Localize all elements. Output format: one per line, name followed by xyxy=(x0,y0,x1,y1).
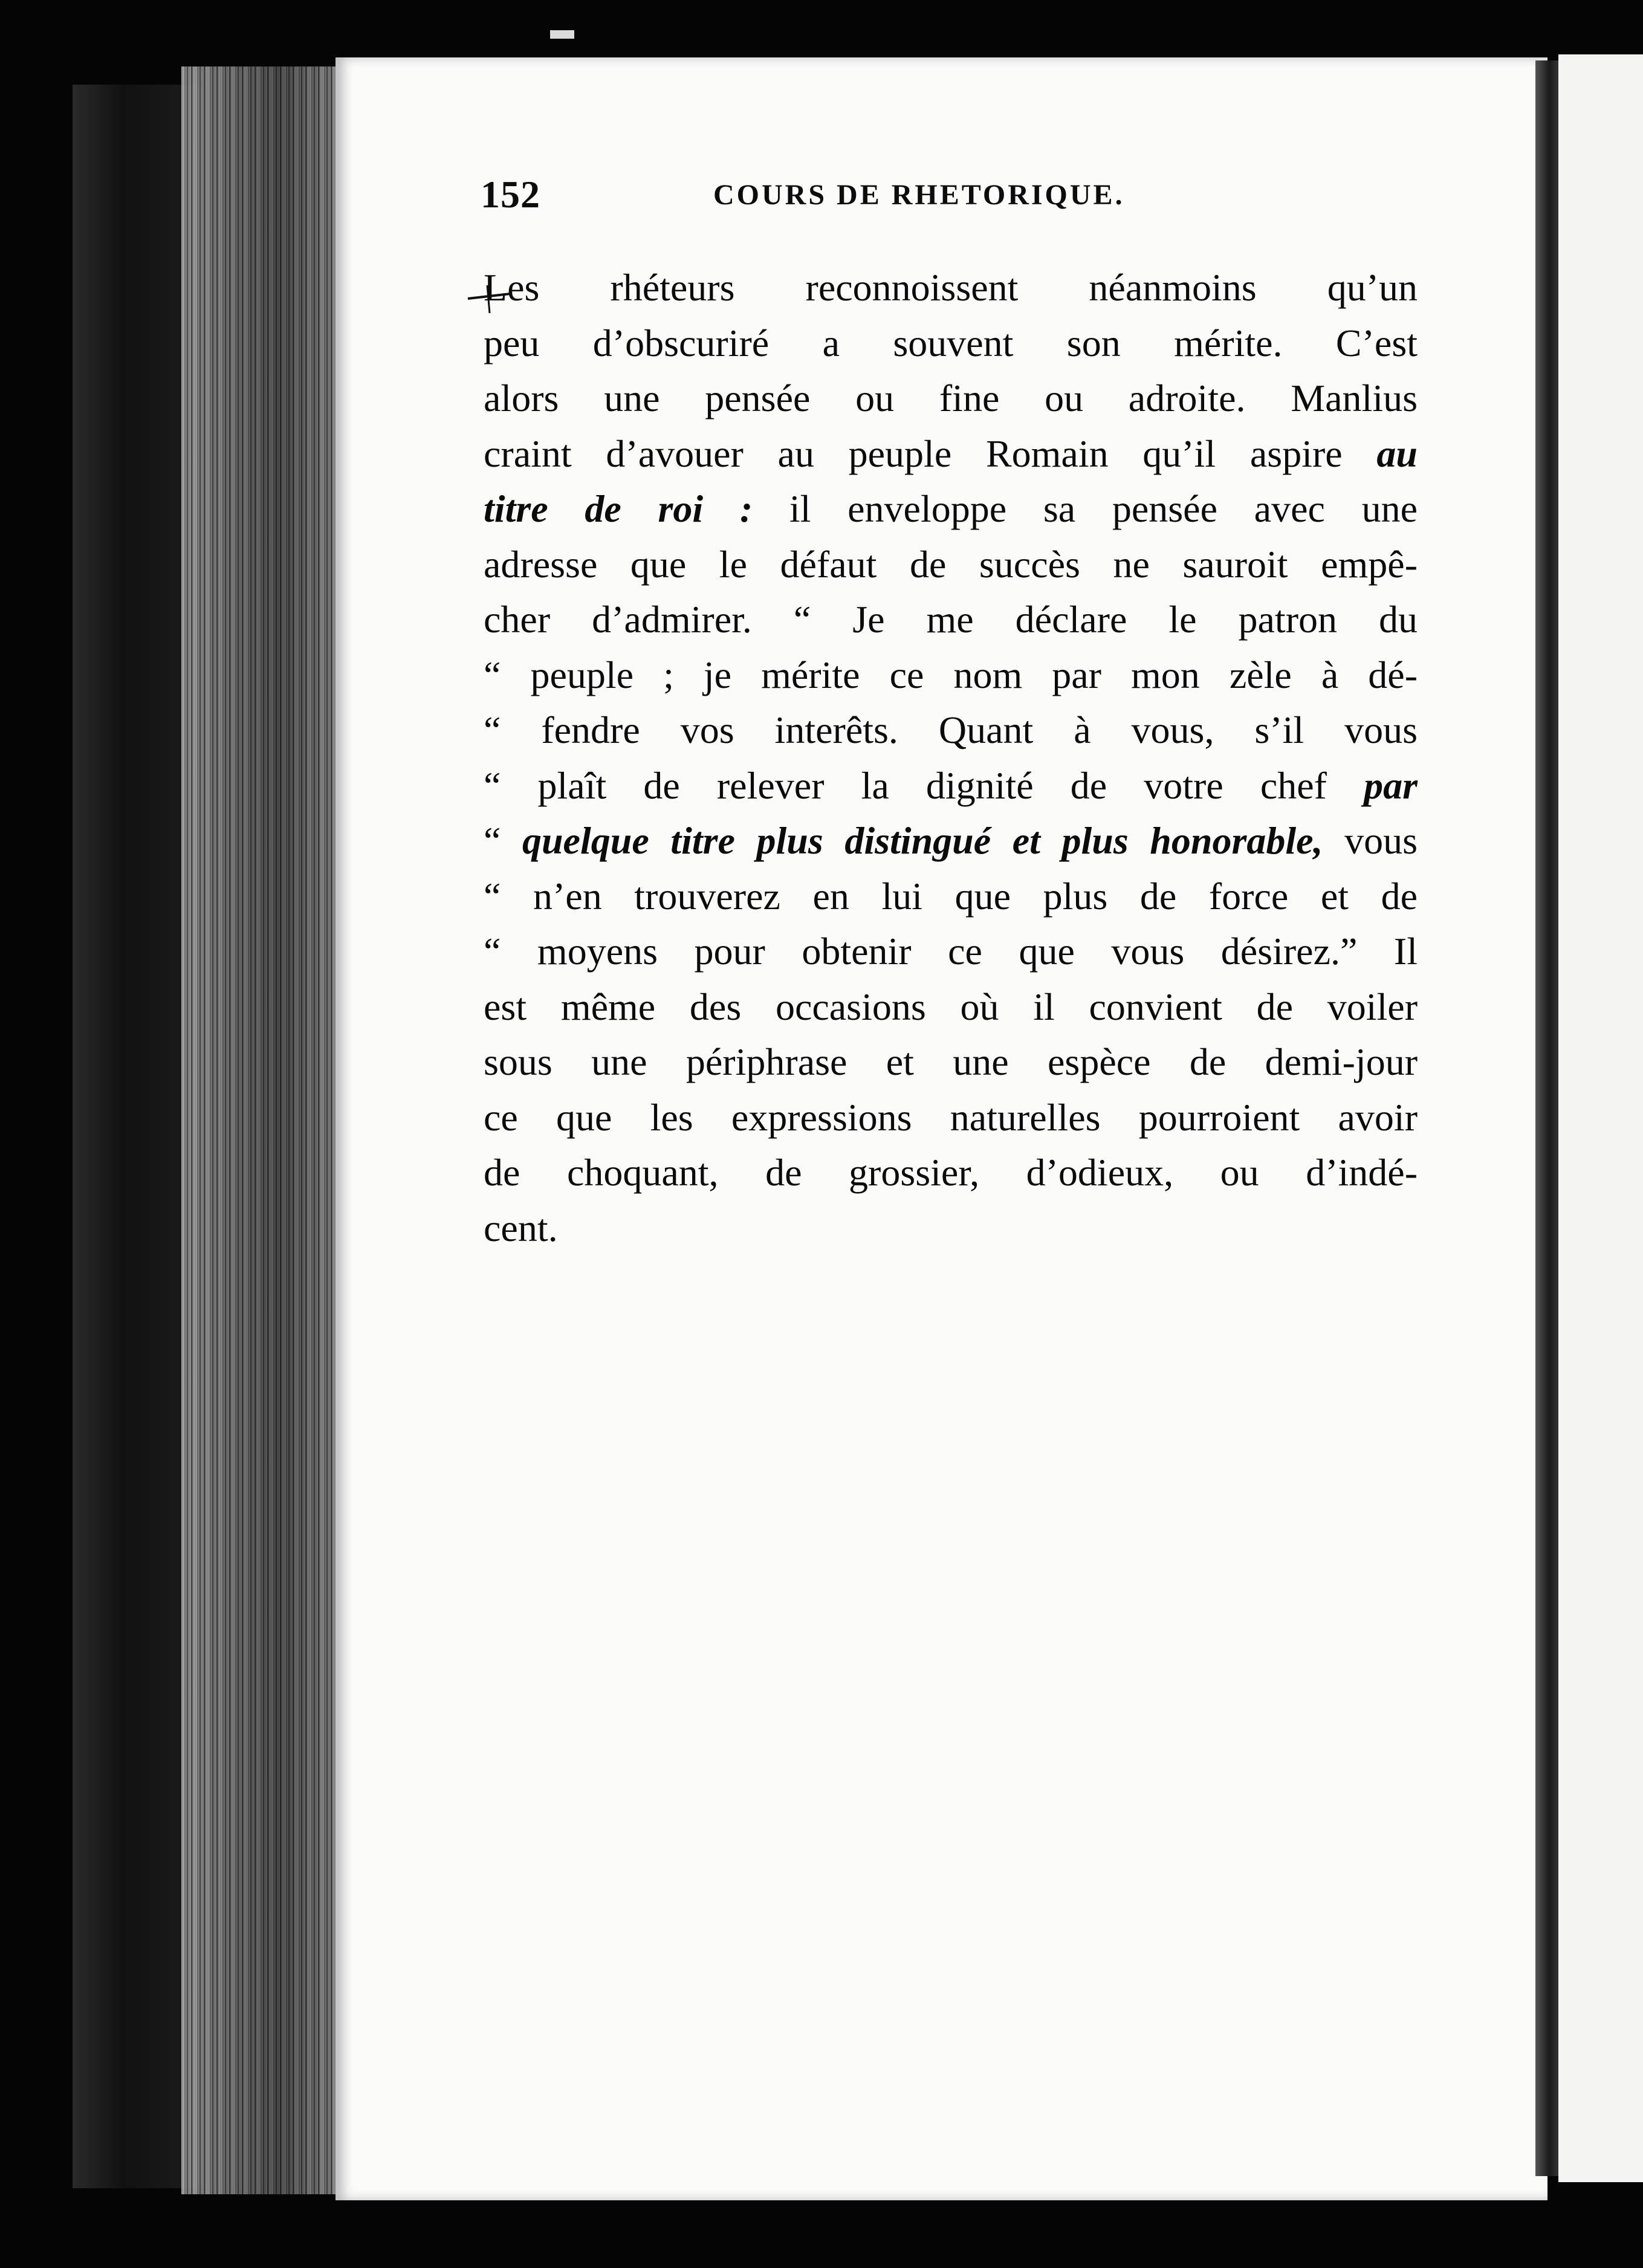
text-run: vous xyxy=(1344,819,1418,862)
text-line xyxy=(484,1145,1418,1200)
italic-run: quelque titre plus distingué et plus honorable, xyxy=(522,819,1323,862)
text-run: cent. xyxy=(484,1206,558,1249)
text-run: Les rhéteurs reconnoissent néanmoins qu’un xyxy=(484,266,1418,309)
text-run: cher d’admirer. “ Je me déclare le patron du xyxy=(484,598,1418,641)
text-line xyxy=(484,1034,1418,1090)
text-line xyxy=(484,537,1418,592)
text-line xyxy=(484,1200,1418,1256)
text-run: alors une pensée ou fine ou adroite. Manlius xyxy=(484,377,1418,420)
text-line xyxy=(484,1090,1418,1145)
text-run: il enveloppe sa pensée avec une xyxy=(789,487,1418,530)
text-line xyxy=(484,869,1418,924)
book-cover-edge xyxy=(73,85,199,2188)
text-line xyxy=(484,758,1418,814)
text-line xyxy=(484,371,1418,426)
text-line xyxy=(484,426,1418,482)
text-run: “ moyens pour obtenir ce que vous désirez.” Il xyxy=(484,930,1418,973)
text-run: peu d’obscuriré a souvent son mérite. C’est xyxy=(484,321,1418,364)
running-head xyxy=(481,172,1278,227)
text-line xyxy=(484,702,1418,758)
text-line xyxy=(484,813,1418,869)
text-run: “ n’en trouverez en lui que plus de force et de xyxy=(484,874,1418,918)
text-line xyxy=(484,316,1418,371)
text-run: est même des occasions où il convient de voiler xyxy=(484,985,1418,1028)
text-run: adresse que le défaut de succès ne sauroit empê- xyxy=(484,542,1418,586)
text-line xyxy=(484,647,1418,703)
text-run: sous une périphrase et une espèce de demi-jour xyxy=(484,1040,1418,1083)
italic-run: par xyxy=(1364,763,1418,807)
italic-run: au xyxy=(1376,432,1418,475)
body-paragraph xyxy=(484,260,1418,1256)
text-line xyxy=(484,260,1418,316)
text-run: de choquant, de grossier, d’odieux, ou d’indé- xyxy=(484,1151,1418,1194)
page-number: 152 xyxy=(481,173,540,216)
text-run: “ peuple ; je mérite ce nom par mon zèle à dé- xyxy=(484,653,1418,696)
text-line xyxy=(484,481,1418,537)
text-run: “ xyxy=(484,819,501,862)
text-run: “ fendre vos interêts. Quant à vous, s’il vous xyxy=(484,708,1418,751)
running-title: COURS DE RHETORIQUE. xyxy=(713,179,1125,211)
italic-run: titre de roi : xyxy=(484,487,753,530)
text-run: ce que les expressions naturelles pourroient avoir xyxy=(484,1095,1418,1139)
text-line xyxy=(484,979,1418,1035)
text-line xyxy=(484,592,1418,647)
text-line xyxy=(484,924,1418,979)
text-run: craint d’avouer au peuple Romain qu’il aspire xyxy=(484,432,1343,475)
facing-page-sliver xyxy=(1558,54,1643,2182)
scan-speck xyxy=(550,30,574,39)
text-run: “ plaît de relever la dignité de votre chef xyxy=(484,763,1327,807)
gutter-shadow xyxy=(1535,60,1558,2176)
page-edges-shadow xyxy=(181,66,345,2194)
